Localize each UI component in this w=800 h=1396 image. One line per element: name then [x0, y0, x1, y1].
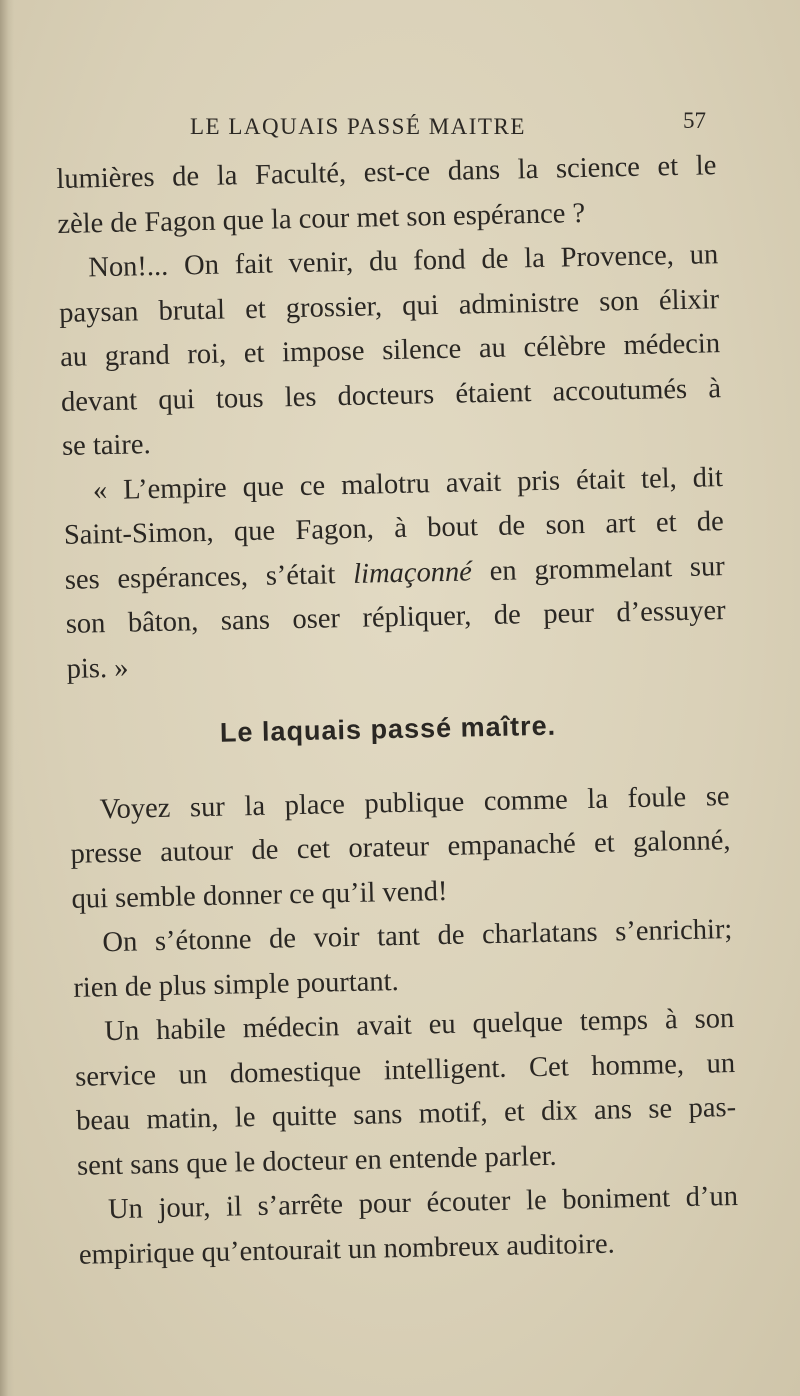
text-line: Un habile médecin avait eu quelque temps à son	[103, 1002, 735, 1048]
text-line: Voyez sur la place publique comme la foule se	[99, 780, 730, 825]
text-line: sent sans que le docteur en entende parler.	[76, 1140, 557, 1182]
text-line: pis. »	[66, 652, 129, 685]
running-title: LE LAQUAIS PASSÉ MAITRE	[190, 114, 526, 139]
text-line: au grand roi, et impose silence au célèbre médecin	[59, 328, 721, 373]
text-line: Non!... On fait venir, du fond de la Provence, un	[87, 239, 719, 284]
text-line: On s’étonne de voir tant de charlatans s’enrichir;	[102, 914, 733, 959]
text-line: se taire.	[61, 429, 151, 462]
text-line: service un domestique intelligent. Cet homme, un	[74, 1047, 736, 1093]
italic-word: limaçonné	[352, 555, 473, 590]
text-segment: en grommelant sur	[471, 550, 726, 587]
text-line: lumières de la Faculté, est-ce dans la science et le	[56, 150, 717, 195]
section-heading: Le laquais passé maître.	[219, 710, 557, 748]
gutter-shadow	[0, 0, 14, 1396]
text-line: devant qui tous les docteurs étaient accoutumés à	[60, 372, 722, 418]
text-line: presse autour de cet orateur empanaché et galonné,	[70, 825, 731, 870]
text-segment: ses espérances, s’était	[64, 558, 354, 596]
body-text	[56, 144, 739, 1278]
text-line: zèle de Fagon que la cour met son espérance ?	[57, 197, 586, 240]
text-line: Un jour, il s’arrête pour écouter le boniment d’un	[107, 1180, 739, 1226]
text-line: Saint-Simon, que Fagon, à bout de son art et de	[63, 506, 725, 551]
page-number: 57	[683, 108, 706, 133]
text-line: qui semble donner ce qu’il vend!	[71, 875, 448, 915]
text-line: empirique qu’entourait un nombreux auditoire.	[78, 1228, 615, 1271]
text-line: beau matin, le quitte sans motif, et dix ans se pas-	[75, 1091, 737, 1137]
text-line: rien de plus simple pourtant.	[73, 965, 399, 1004]
running-head	[60, 108, 720, 146]
text-line: son bâton, sans oser répliquer, de peur d’essuyer	[65, 595, 726, 640]
text-line: « L’empire que ce malotru avait pris était tel, dit	[92, 461, 724, 506]
text-line: paysan brutal et grossier, qui administre son élixir	[58, 283, 720, 329]
